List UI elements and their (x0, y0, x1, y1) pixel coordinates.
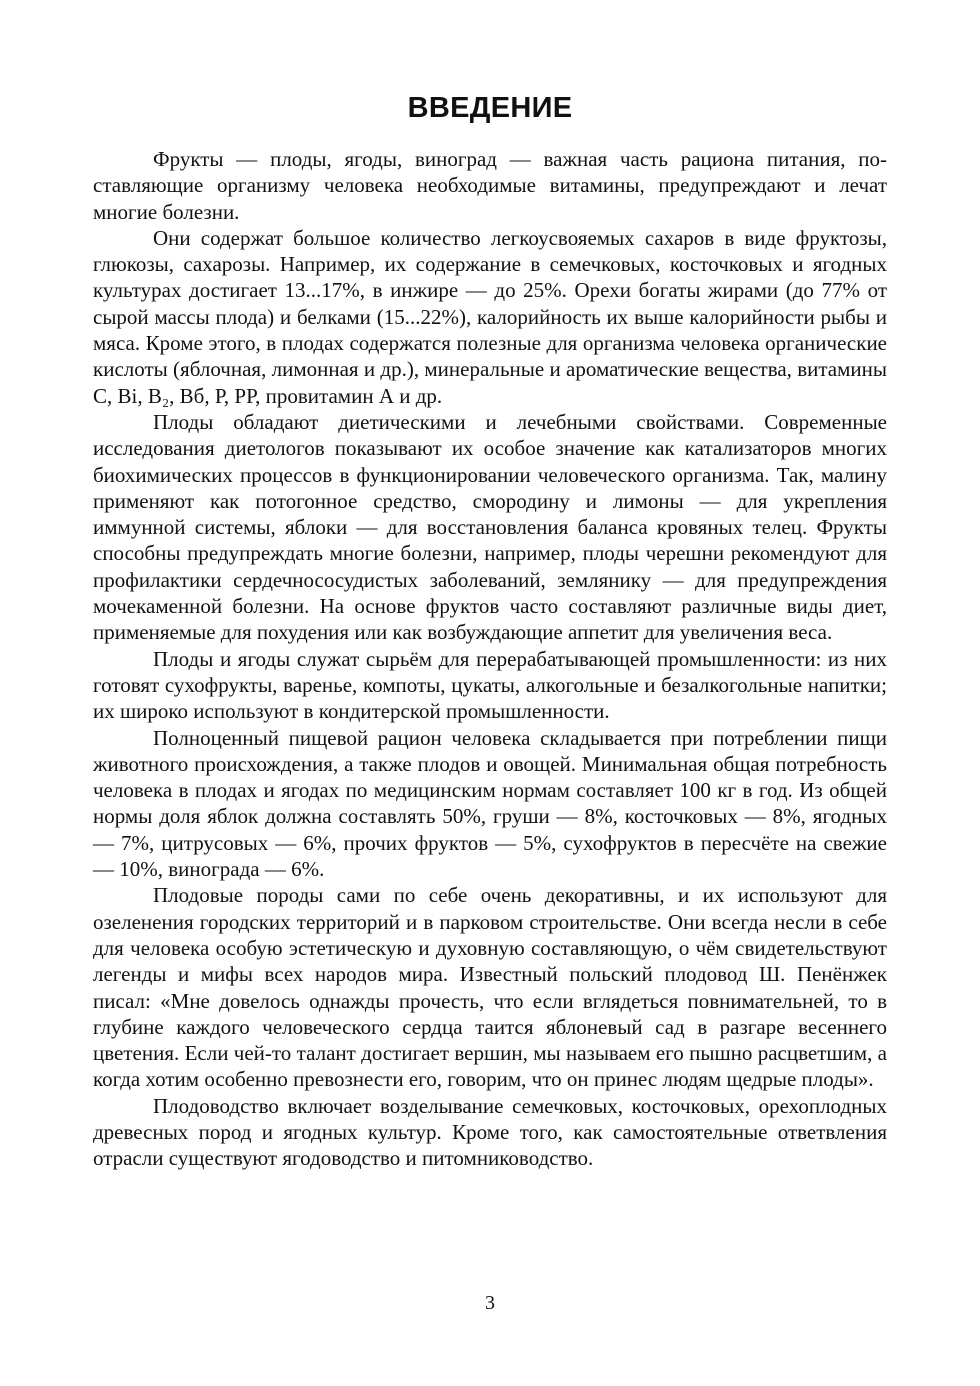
paragraph: Плодовые породы сами по себе очень декоративны, и их используют для озеленения городских территорий и в парковом строительстве. Они всегда несли в себе для человека особую эстетическую и духовную составляющую, о чём свидетельствуют легенды и мифы всех народов мира. Известный польский плодовод Ш. Пенёнжек писал: «Мне довелось однажды прочесть, что если вглядеться повнимательней, то в глубине каждого человеческого сердца таится яблоневый сад в разгаре весеннего цветения. Если чей-то талант достигает вершин, мы называем его пышно расцветшим, а когда хотим особенно превознести его, говорим, что он принес людям щедрые плоды». (93, 883, 887, 1092)
paragraph: Плоды и ягоды служат сырьём для перерабатывающей промышленности: из них готовят сухофрукты, варенье, компоты, цукаты, алкогольные и безалкогольные напитки; их широко используют в кондитерской промышленности. (93, 646, 887, 724)
body-text (93, 146, 887, 1172)
paragraph: Они содержат большое количество легкоусвояемых сахаров в виде фруктозы, глюкозы, сахарозы. Например, их содержание в семечковых, косточковых и ягодных культурах достигает 13...17%, в инжире — до 25%. Орехи богаты жирами (до 77% от сырой массы плода) и белками (15...22%), калорийность их выше калорийности рыбы и мяса. Кроме этого, в плодах содержатся полезные для организма человека органические кислоты (яблочная, лимонная и др.), минеральные и ароматические вещества, витамины С, Bi, В₂, Вб, Р, РР, провитамин А и др. (93, 225, 887, 408)
paragraph: Плодоводство включает возделывание семечковых, косточковых, орехоплодных древесных пород и ягодных культур. Кроме того, как самостоятельные ответвления отрасли существуют ягодоводство и питомниководство. (93, 1093, 887, 1171)
page-title: ВВЕДЕНИЕ (407, 92, 573, 124)
paragraph: Полноценный пищевой рацион человека складывается при потреблении пищи животного происхождения, а также плодов и овощей. Минимальная общая потребность человека в плодах и ягодах по медицинским нормам составляет 100 кг в год. Из общей нормы доля яблок должна составлять 50%, груши — 8%, косточковых — 8%, ягодных — 7%, цитрусовых — 6%, прочих фруктов — 5%, сухофруктов в пересчёте на свежие — 10%, винограда — 6%. (93, 725, 887, 882)
paragraph: Фрукты — плоды, ягоды, виноград — важная часть рациона питания, поставляющие организму человека необходимые витамины, предупреждают и лечат многие болезни. (93, 147, 887, 224)
paragraph: Плоды обладают диетическими и лечебными свойствами. Современные исследования диетологов показывают их особое значение как катализаторов многих биохимических процессов в функционировании человеческого организма. Так, малину применяют как потогонное средство, смородину и лимоны — для укрепления иммунной системы, яблоки — для восстановления баланса кровяных телец. Фрукты способны предупреждать многие болезни, например, плоды черешни рекомендуют для профилактики сердечнососудистых заболеваний, землянику — для предупреждения мочекаменной болезни. На основе фруктов часто составляют различные виды диет, применяемые для похудения или как возбуждающие аппетит для увеличения веса. (93, 409, 887, 645)
page-number: 3 (485, 1292, 495, 1314)
